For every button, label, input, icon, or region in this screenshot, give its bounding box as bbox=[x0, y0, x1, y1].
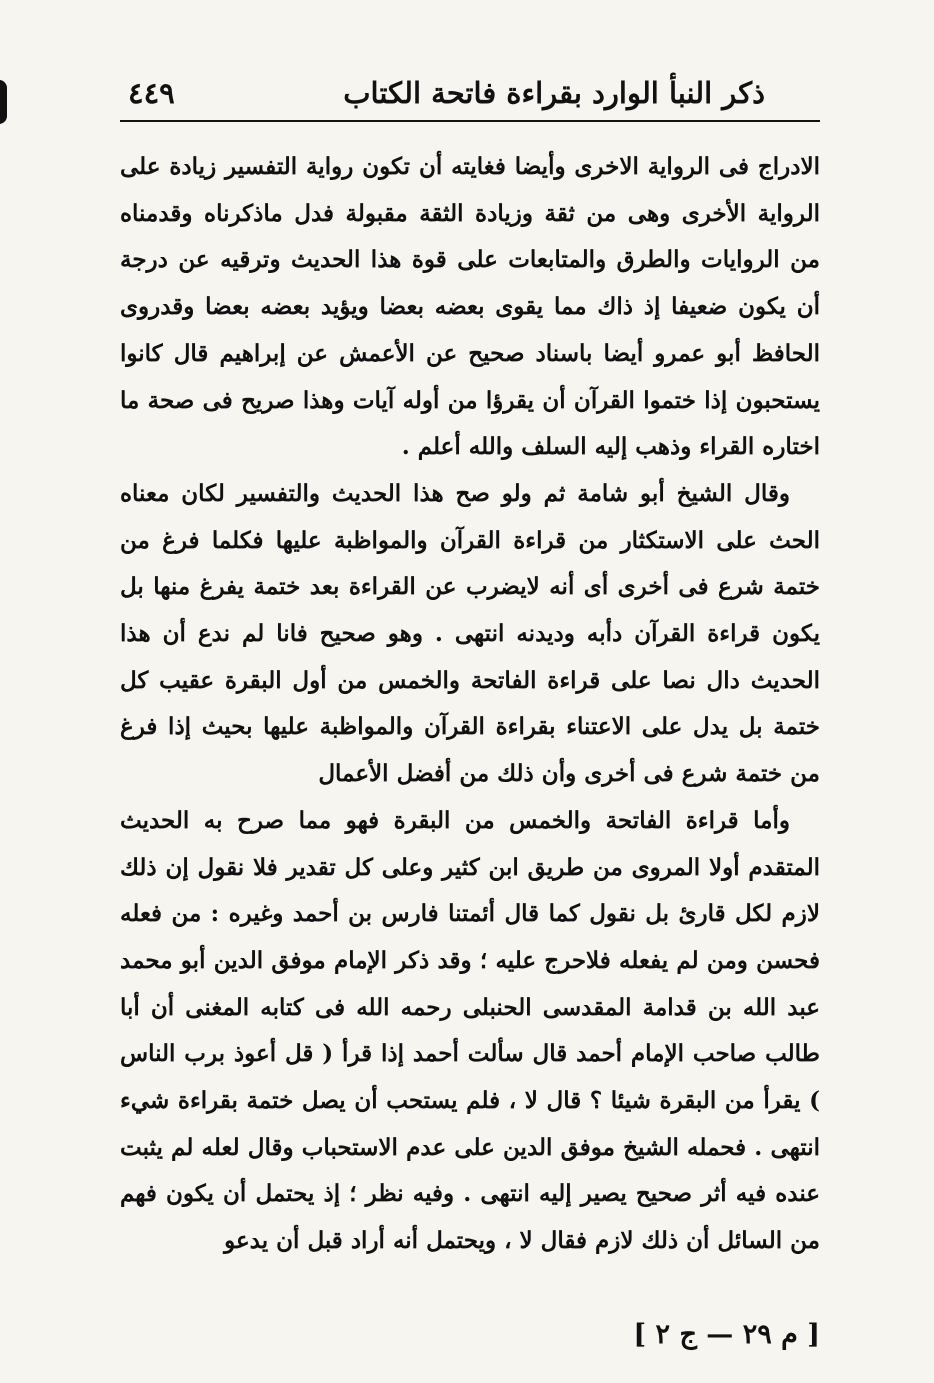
page-number: ٤٤٩ bbox=[128, 76, 175, 110]
page-title: ذكر النبأ الوارد بقراءة فاتحة الكتاب bbox=[343, 76, 765, 110]
paragraph: وقال الشيخ أبو شامة ثم ولو صح هذا الحديث والتفسير لكان معناه الحث على الاستكثار من قراءة القرآن والمواظبة عليها فكلما فرغ من ختمة شرع فى أخرى أى أنه لايضرب عن القراءة بعد ختمة يفرغ منها بل يكون قراءة القرآن دأبه وديدنه انتهى . وهو صحيح فانا لم ندع أن هذا الحديث دال نصا على قراءة الفاتحة والخمس من أول البقرة عقيب كل ختمة بل يدل على الاعتناء بقراءة القرآن والمواظبة عليها بحيث إذا فرغ من ختمة شرع فى أخرى وأن ذلك من أفضل الأعمال bbox=[120, 479, 820, 788]
footer-signature: [ م ٢٩ — ج ٢ ] bbox=[633, 1319, 820, 1350]
paragraph: وأما قراءة الفاتحة والخمس من البقرة فهو مما صرح به الحديث المتقدم أولا المروى من طريق ابن كثير وعلى كل تقدير فلا نقول إن ذلك لازم لكل قارئ بل نقول كما قال أئمتنا فارس بن أحمد وغيره : من فعله فحسن ومن لم يفعله فلاحرج عليه ؛ وقد ذكر الإمام موفق الدين أبو محمد عبد الله بن قدامة المقدسى الحنبلى رحمه الله فى كتابه المغنى أن أبا طالب صاحب الإمام أحمد قال سألت أحمد إذا قرأ ( قل أعوذ برب الناس ) يقرأ من البقرة شيئا ؟ قال لا ، فلم يستحب أن يصل ختمة بقراءة شيء انتهى . فحمله الشيخ موفق الدين على عدم الاستحباب وقال لعله لم يثبت عنده فيه أثر صحيح يصير إليه انتهى . وفيه نظر ؛ إذ يحتمل أن يكون فهم من السائل أن ذلك لازم فقال لا ، ويحتمل أنه أراد قبل أن يدعو bbox=[120, 806, 820, 1255]
page-edge-mark bbox=[0, 80, 7, 124]
page-header bbox=[120, 60, 820, 122]
page-body bbox=[120, 144, 820, 1265]
document-page bbox=[120, 60, 820, 1350]
paragraph: الادراج فى الرواية الاخرى وأيضا فغايته أن تكون رواية التفسير زيادة على الرواية الأخرى وهى من ثقة وزيادة الثقة مقبولة فدل ماذكرناه وقدمناه من الروايات والطرق والمتابعات على قوة هذا الحديث وترقيه عن درجة أن يكون ضعيفا إذ ذاك مما يقوى بعضه بعضا ويؤيد بعضه بعضا وقدروى الحافظ أبو عمرو أيضا باسناد صحيح عن الأعمش عن إبراهيم قال كانوا يستحبون إذا ختموا القرآن أن يقرؤا من أوله آيات وهذا صريح فى صحة ما اختاره القراء وذهب إليه السلف والله أعلم . bbox=[120, 153, 820, 461]
